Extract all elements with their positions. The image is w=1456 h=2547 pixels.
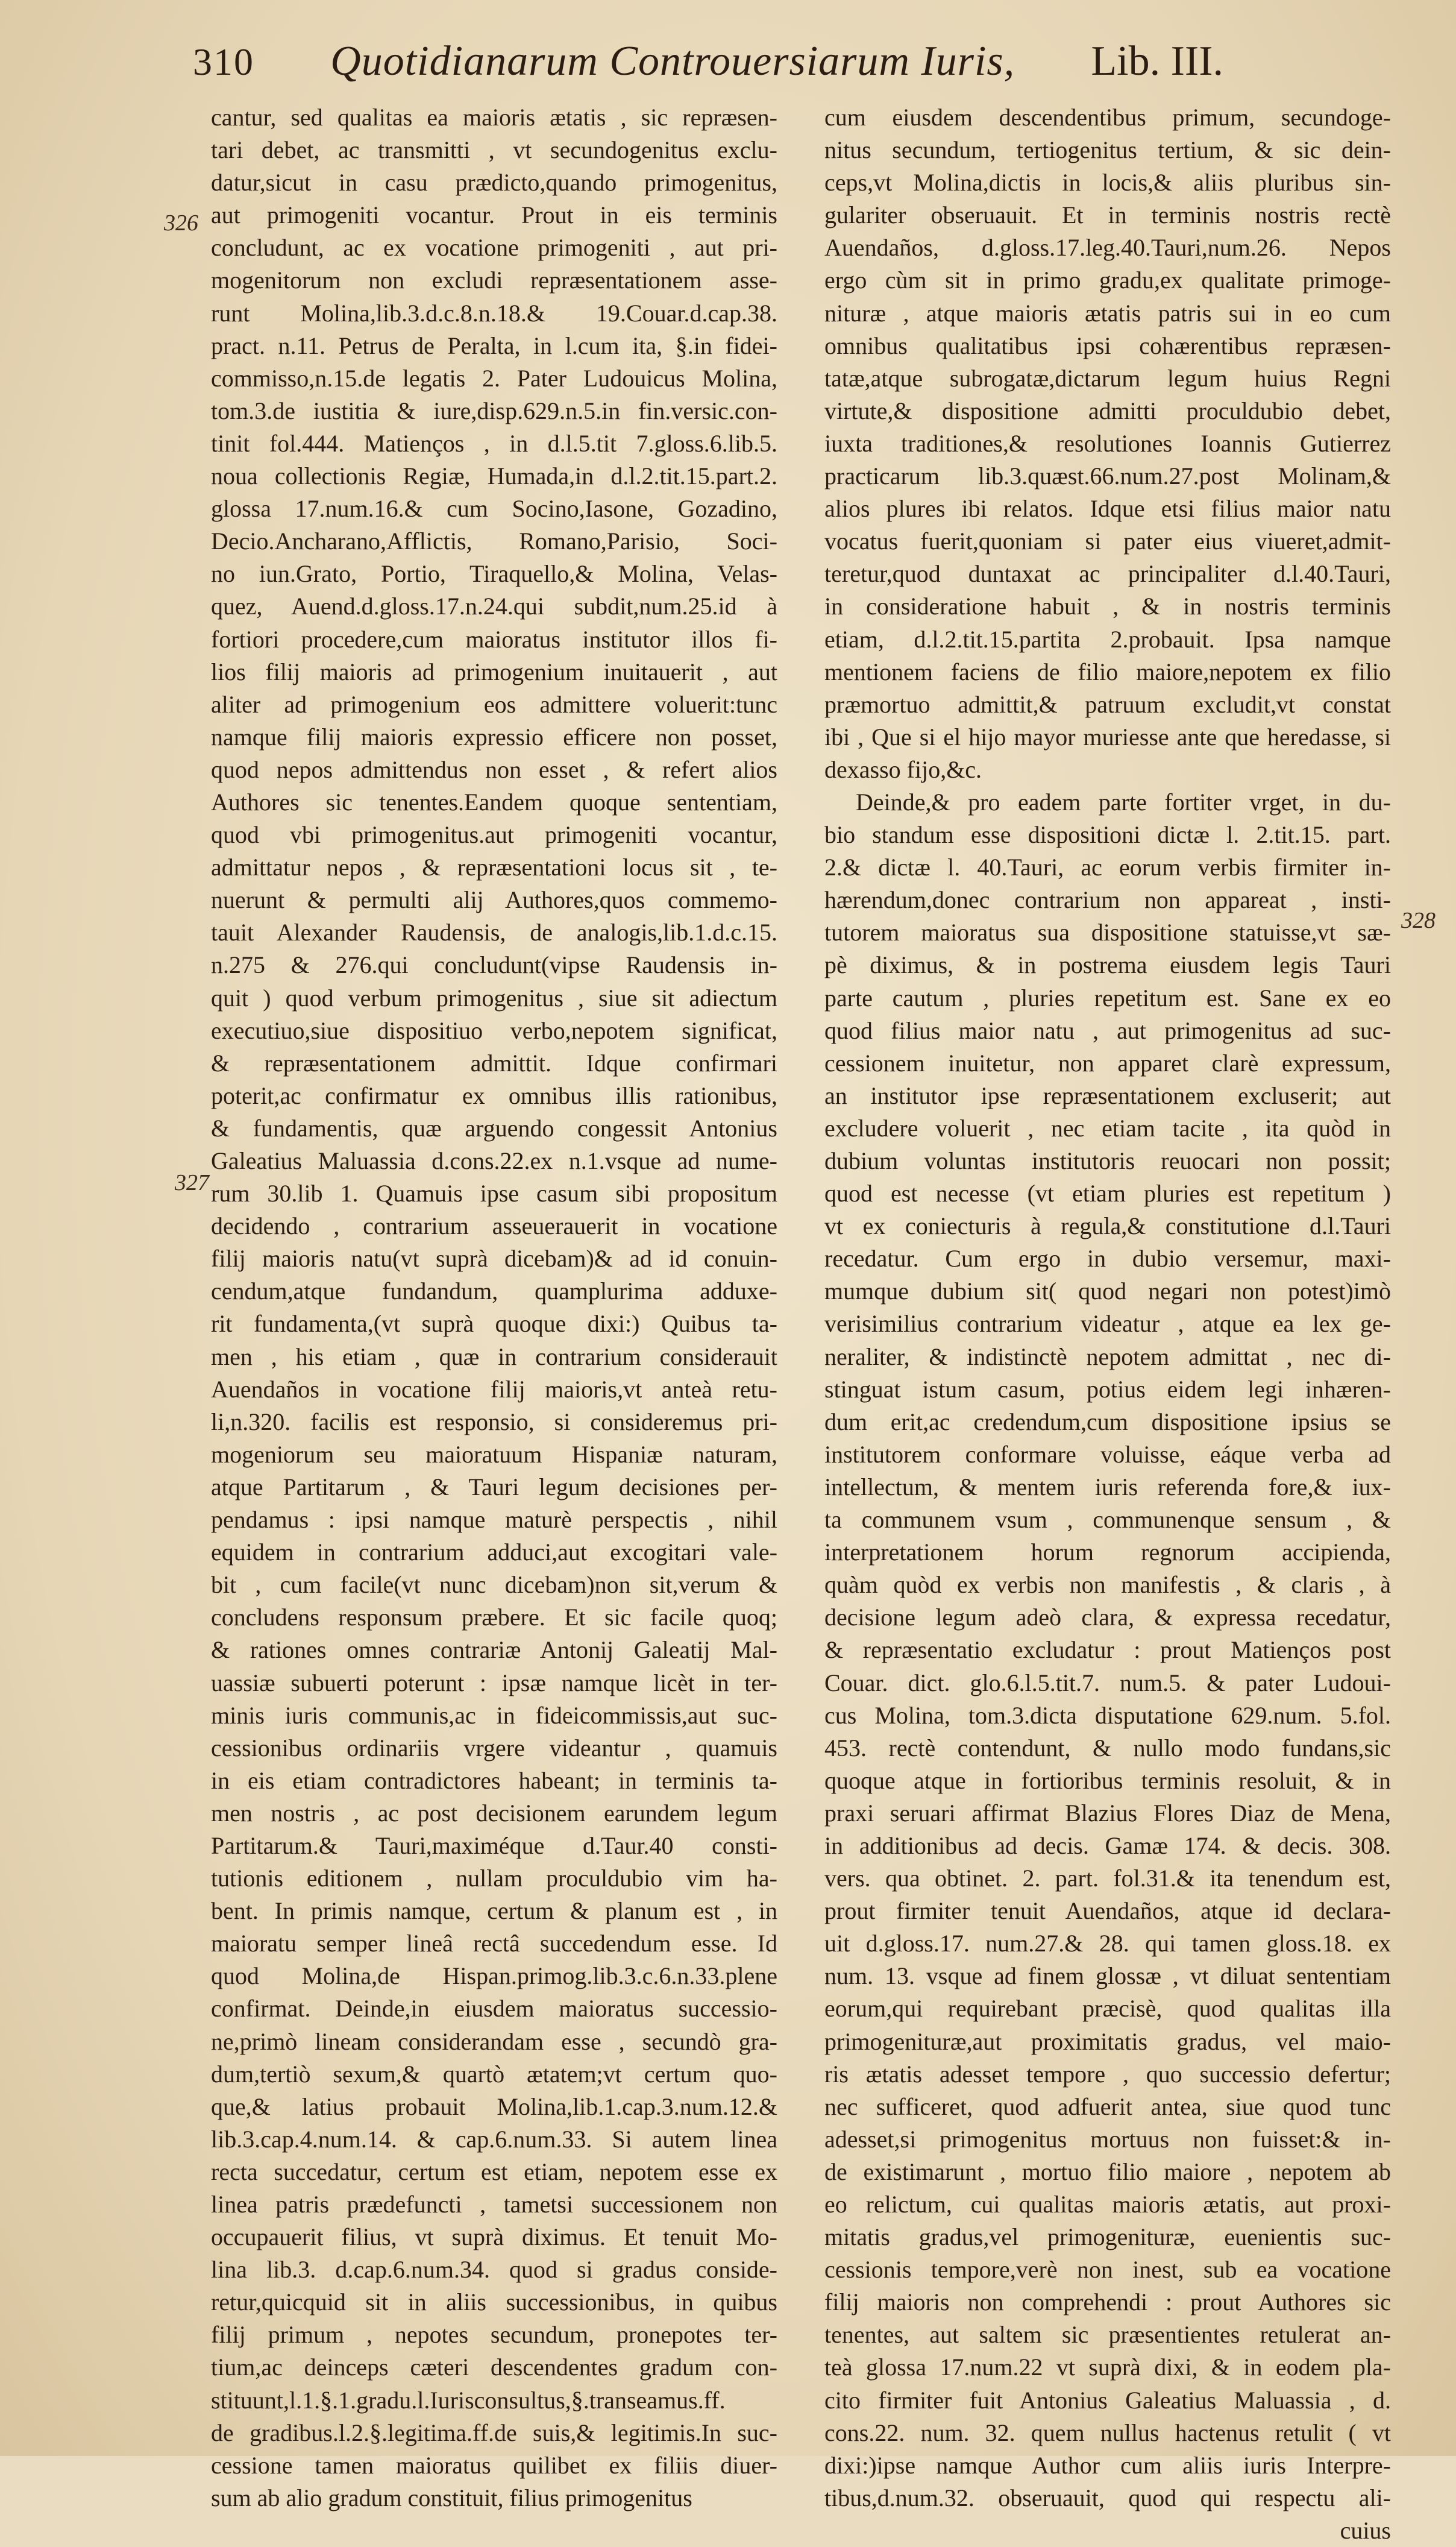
text-line: minis iuris communis,ac in fideicommissis,aut suc-: [211, 1701, 777, 1729]
text-line: de gradibus.l.2.§.legitima.ff.de suis,& legitimis.In suc-: [211, 2419, 777, 2446]
text-line: tium,ac deinceps cæteri descendentes gradum con-: [211, 2353, 777, 2381]
text-line: dubium voluntas institutoris reuocari non possit;: [824, 1147, 1391, 1174]
text-line: pendamus : ipsi namque maturè perspectis , nihil: [211, 1506, 777, 1534]
text-line: dum erit,ac credendum,cum dispositione ipsius se: [824, 1408, 1391, 1435]
text-line: ta communem vsum , communenque sensum , &: [824, 1506, 1391, 1534]
text-line: quod nepos admittendus non esset , & refert alios: [211, 755, 777, 783]
text-line: neraliter, & indistinctè nepotem admittat , nec di-: [824, 1343, 1391, 1370]
text-line: stituunt,l.1.§.1.gradu.l.Iurisconsultus,§.transeamus.ff.: [211, 2386, 726, 2414]
text-line: practicarum lib.3.quæst.66.num.27.post Molinam,&: [824, 462, 1391, 490]
text-line: no iun.Grato, Portio, Tiraquello,& Molina, Velas-: [211, 560, 777, 588]
text-line: decisione legum adeò clara, & expressa recedatur,: [824, 1604, 1391, 1631]
text-line: quod est necesse (vt etiam pluries est repetitum ): [824, 1180, 1391, 1207]
margin-note-327: 327: [175, 1170, 209, 1195]
margin-note-326: 326: [164, 210, 198, 236]
text-line: dum,tertiò sexum,& quartò ætatem;vt certum quo-: [211, 2060, 777, 2088]
text-line: commisso,n.15.de legatis 2. Pater Ludouicus Molina,: [211, 364, 777, 392]
text-line: cuius: [1340, 2516, 1391, 2544]
text-line: Galeatius Maluassia d.cons.22.ex n.1.vsque ad nume-: [211, 1147, 777, 1174]
text-line: mitatis gradus,vel primogenituræ, euenientis suc-: [824, 2223, 1391, 2251]
text-line: de existimarunt , mortuo filio maiore , nepotem ab: [824, 2158, 1391, 2185]
text-line: interpretationem horum regnorum accipienda,: [824, 1538, 1391, 1566]
text-line: concludens responsum præbere. Et sic facile quoq;: [211, 1604, 777, 1631]
text-line: cum eiusdem descendentibus primum, secundoge-: [824, 104, 1391, 131]
text-line: vt ex coniecturis à regula,& constitutione d.l.Tauri: [824, 1212, 1391, 1240]
text-line: præmortuo admittit,& patruum excludit,vt constat: [824, 690, 1391, 718]
text-line: cito firmiter fuit Antonius Galeatius Maluassia , d.: [824, 2386, 1391, 2414]
text-line: lios filij maioris ad primogenium inuitauerit , aut: [211, 658, 777, 685]
text-line: atque Partitarum , & Tauri legum decisiones per-: [211, 1473, 777, 1500]
text-line: tom.3.de iustitia & iure,disp.629.n.5.in fin.versic.con-: [211, 397, 777, 424]
text-line: ibi , Que si el hijo mayor muriesse ante que heredasse, si: [824, 723, 1391, 751]
text-line: concludunt, ac ex vocatione primogeniti , aut pri-: [211, 234, 777, 262]
text-line: & repræsentationem admittit. Idque confirmari: [211, 1049, 777, 1077]
text-line: nec sufficeret, quod adfuerit antea, siue quod tunc: [824, 2092, 1391, 2120]
text-line: eo relictum, cui qualitas maioris ætatis, aut proxi-: [824, 2191, 1391, 2218]
text-line: rit fundamenta,(vt suprà quoque dixi:) Quibus ta-: [211, 1310, 777, 1338]
text-line: ne,primò lineam considerandam esse , secundò gra-: [211, 2027, 777, 2055]
text-line: quod Molina,de Hispan.primog.lib.3.c.6.n.33.plene: [211, 1962, 777, 1990]
text-line: nituræ , atque maioris ætatis patris sui in eo cum: [824, 299, 1391, 327]
text-line: quod filius maior natu , aut primogenitus ad suc-: [824, 1016, 1391, 1044]
text-line: Auendaños, d.gloss.17.leg.40.Tauri,num.26. Nepos: [824, 234, 1391, 262]
text-line: gulariter obseruauit. Et in terminis nostris rectè: [824, 201, 1391, 229]
text-line: ceps,vt Molina,dictis in locis,& aliis pluribus sin-: [824, 169, 1391, 197]
right-column: [824, 101, 1391, 2547]
text-line: rum 30.lib 1. Quamuis ipse casum sibi propositum: [211, 1180, 777, 1207]
text-line: quod vbi primogenitus.aut primogeniti vocantur,: [211, 821, 777, 849]
text-line: confirmat. Deinde,in eiusdem maioratus successio-: [211, 1995, 777, 2023]
text-line: ris ætatis adesset tempore , quo successio defertur;: [824, 2060, 1391, 2088]
text-line: que,& latius probauit Molina,lib.1.cap.3.num.12.&: [211, 2092, 777, 2120]
text-line: parte cautum , pluries repetitum est. Sane ex eo: [824, 984, 1391, 1012]
text-line: in additionibus ad decis. Gamæ 174. & decis. 308.: [824, 1831, 1391, 1859]
text-line: retur,quicquid sit in aliis successionibus, in quibus: [211, 2288, 777, 2316]
text-line: linea patris prædefuncti , tametsi successionem non: [211, 2191, 777, 2218]
text-line: hærendum,donec contrarium non appareat , insti-: [824, 886, 1391, 914]
text-line: recta succedatur, certum est etiam, nepotem esse ex: [211, 2158, 777, 2185]
text-line: namque filij maioris expressio efficere non posset,: [211, 723, 777, 751]
text-line: Decio.Ancharano,Afflictis, Romano,Parisio, Soci-: [211, 527, 777, 555]
text-line: tibus,d.num.32. obseruauit, quod qui respectu ali-: [824, 2484, 1391, 2511]
text-line: cus Molina, tom.3.dicta disputatione 629.num. 5.fol.: [824, 1701, 1391, 1729]
text-line: tauit Alexander Raudensis, de analogis,lib.1.d.c.15.: [211, 919, 777, 946]
text-line: teà glossa 17.num.22 vt suprà dixi, & in eodem pla-: [824, 2353, 1391, 2381]
text-line: & fundamentis, quæ arguendo congessit Antonius: [211, 1114, 777, 1142]
text-line: eorum,qui requirebant præcisè, quod qualitas illa: [824, 1995, 1391, 2023]
text-line: quoque atque in fortioribus terminis resoluit, & in: [824, 1766, 1391, 1794]
text-line: datur,sicut in casu prædicto,quando primogenitus,: [211, 169, 777, 197]
text-line: adesset,si primogenitus mortuus non fuisset:& in-: [824, 2125, 1391, 2153]
text-line: stinguat istum casum, potius eidem legi inhæren-: [824, 1375, 1391, 1403]
text-line: omnibus qualitatibus ipsi cohærentibus repræsen-: [824, 332, 1391, 359]
text-line: & repræsentatio excludatur : prout Matienços post: [824, 1636, 1391, 1664]
text-line: excludere voluerit , nec etiam tacite , ita quòd in: [824, 1114, 1391, 1142]
text-line: li,n.320. facilis est responsio, si consideremus pri-: [211, 1408, 777, 1435]
text-line: alios plures ibi relatos. Idque etsi filius maior natu: [824, 495, 1391, 523]
text-line: equidem in contrarium adduci,aut excogitari vale-: [211, 1538, 777, 1566]
text-line: pè diximus, & in postrema eiusdem legis Tauri: [824, 951, 1391, 979]
text-line: mumque dubium sit( quod negari non potest)imò: [824, 1277, 1391, 1305]
text-line: poterit,ac confirmatur ex omnibus illis rationibus,: [211, 1081, 777, 1109]
text-line: runt Molina,lib.3.d.c.8.n.18.& 19.Couar.d.cap.38.: [211, 299, 777, 327]
text-line: in eis etiam contradictores habeant; in terminis ta-: [211, 1766, 777, 1794]
text-line: glossa 17.num.16.& cum Socino,Iasone, Gozadino,: [211, 495, 777, 523]
text-line: Partitarum.& Tauri,maximéque d.Taur.40 consti-: [211, 1831, 777, 1859]
text-line: Deinde,& pro eadem parte fortiter vrget, in du-: [856, 788, 1391, 816]
text-line: tutorem maioratus sua dispositione statuisse,vt sæ-: [824, 919, 1391, 946]
text-line: nitus secundum, tertiogenitus tertium, & sic dein-: [824, 136, 1391, 164]
text-line: cessionem inuitetur, non apparet clarè expressum,: [824, 1049, 1391, 1077]
text-line: decidendo , contrarium asseuerauerit in vocatione: [211, 1212, 777, 1240]
text-line: tenentes, aut saltem sic præsentientes retulerat an-: [824, 2321, 1391, 2349]
text-line: filij primum , nepotes secundum, pronepotes ter-: [211, 2321, 777, 2349]
text-line: mentionem faciens de filio maiore,nepotem ex filio: [824, 658, 1391, 685]
text-line: cessionis tempore,verè non inest, sub ea vocatione: [824, 2256, 1391, 2284]
text-line: Authores sic tenentes.Eandem quoque sententiam,: [211, 788, 777, 816]
text-line: tatæ,atque subrogatæ,dictarum legum huius Regni: [824, 364, 1391, 392]
text-line: n.275 & 276.qui concludunt(vipse Raudensis in-: [211, 951, 777, 979]
text-line: cessionibus ordinariis vrgere videantur , quamuis: [211, 1734, 777, 1761]
text-line: tinit fol.444. Matienços , in d.l.5.tit 7.gloss.6.lib.5.: [211, 429, 777, 457]
text-line: mogeniorum seu maioratuum Hispaniæ naturam,: [211, 1440, 777, 1468]
book-number: Lib. III.: [1091, 38, 1223, 84]
text-line: quàm quòd ex verbis non manifestis , & claris , à: [824, 1571, 1391, 1599]
running-title: Quotidianarum Controuersiarum Iuris,: [330, 38, 1015, 84]
text-line: uit d.gloss.17. num.27.& 28. qui tamen gloss.18. ex: [824, 1930, 1391, 1957]
text-line: 453. rectè contendunt, & nullo modo fundans,sic: [824, 1734, 1391, 1761]
text-line: & rationes omnes contrariæ Antonij Galeatij Mal-: [211, 1636, 777, 1664]
text-line: tutionis editionem , nullam proculdubio vim ha-: [211, 1865, 777, 1892]
text-line: primogenituræ,aut proximitatis gradus, vel maio-: [824, 2027, 1391, 2055]
text-line: dixi:)ipse namque Author cum aliis iuris Interpre-: [824, 2451, 1391, 2479]
text-line: quez, Auend.d.gloss.17.n.24.qui subdit,num.25.id à: [211, 593, 777, 620]
text-line: teretur,quod duntaxat ac principaliter d.l.40.Tauri,: [824, 560, 1391, 588]
left-column: [211, 101, 777, 2514]
text-line: dexasso fijo,&c.: [824, 755, 982, 783]
text-line: maioratu semper lineâ rectâ succedendum esse. Id: [211, 1930, 777, 1957]
text-line: vers. qua obtinet. 2. part. fol.31.& ita tenendum est,: [824, 1865, 1391, 1892]
text-line: an institutor ipse repræsentationem excluserit; aut: [824, 1081, 1391, 1109]
text-line: 2.& dictæ l. 40.Tauri, ac eorum verbis firmiter in-: [824, 854, 1391, 881]
text-line: intellectum, & mentem iuris referenda fore,& iux-: [824, 1473, 1391, 1500]
text-line: vocatus fuerit,quoniam si pater eius viueret,admit-: [824, 527, 1391, 555]
text-line: men , his etiam , quæ in contrarium considerauit: [211, 1343, 777, 1370]
text-line: Couar. dict. glo.6.l.5.tit.7. num.5. & pater Ludoui-: [824, 1669, 1391, 1696]
text-line: virtute,& dispositione admitti proculdubio debet,: [824, 397, 1391, 424]
text-line: cons.22. num. 32. quem nullus hactenus retulit ( vt: [824, 2419, 1391, 2446]
text-line: fortiori procedere,cum maioratus institutor illos fi-: [211, 625, 777, 653]
text-line: filij maioris natu(vt suprà dicebam)& ad id conuin-: [211, 1245, 777, 1273]
text-line: uassiæ subuerti poterunt : ipsæ namque licèt in ter-: [211, 1669, 777, 1696]
text-line: cessione tamen maioratus quilibet ex filiis diuer-: [211, 2451, 777, 2479]
text-line: executiuo,siue dispositiuo verbo,nepotem significat,: [211, 1016, 777, 1044]
text-line: aliter ad primogenium eos admittere voluerit:tunc: [211, 690, 777, 718]
text-line: noua collectionis Regiæ, Humada,in d.l.2.tit.15.part.2.: [211, 462, 777, 490]
text-line: verisimilius contrarium videatur , atque ea lex ge-: [824, 1310, 1391, 1338]
text-line: lina lib.3. d.cap.6.num.34. quod si gradus conside-: [211, 2256, 777, 2284]
text-line: institutorem conformare voluisse, eáque verba ad: [824, 1440, 1391, 1468]
text-line: quit ) quod verbum primogenitus , siue sit adiectum: [211, 984, 777, 1012]
text-line: filij maioris non comprehendi : prout Authores sic: [824, 2288, 1391, 2316]
text-line: cantur, sed qualitas ea maioris ætatis , sic repræsen-: [211, 104, 777, 131]
text-line: bio standum esse dispositioni dictæ l. 2.tit.15. part.: [824, 821, 1391, 849]
text-line: prout firmiter tenuit Auendaños, atque id declara-: [824, 1897, 1391, 1925]
text-line: nuerunt & permulti alij Authores,quos commemo-: [211, 886, 777, 914]
text-line: men nostris , ac post decisionem earundem legum: [211, 1799, 777, 1827]
text-line: Auendaños in vocatione filij maioris,vt anteà retu-: [211, 1375, 777, 1403]
text-line: mogenitorum non excludi repræsentationem asse-: [211, 266, 777, 294]
text-line: tari debet, ac transmitti , vt secundogenitus exclu-: [211, 136, 777, 164]
margin-note-328: 328: [1401, 908, 1436, 933]
text-line: cendum,atque fundandum, quamplurima adduxe-: [211, 1277, 777, 1305]
text-line: occupauerit filius, vt suprà diximus. Et tenuit Mo-: [211, 2223, 777, 2251]
text-line: aut primogeniti vocantur. Prout in eis terminis: [211, 201, 777, 229]
text-line: ergo cùm sit in primo gradu,ex qualitate primoge-: [824, 266, 1391, 294]
text-line: num. 13. vsque ad finem glossæ , vt diluat sententiam: [824, 1962, 1391, 1990]
text-line: bent. In primis namque, certum & planum est , in: [211, 1897, 777, 1925]
text-line: etiam, d.l.2.tit.15.partita 2.probauit. Ipsa namque: [824, 625, 1391, 653]
text-line: recedatur. Cum ergo in dubio versemur, maxi-: [824, 1245, 1391, 1273]
text-line: bit , cum facile(vt nunc dicebam)non sit,verum &: [211, 1571, 777, 1599]
text-line: praxi seruari affirmat Blazius Flores Diaz de Mena,: [824, 1799, 1391, 1827]
text-line: sum ab alio gradum constituit, filius primogenitus: [211, 2484, 692, 2511]
text-line: admittatur nepos , & repræsentationi locus sit , te-: [211, 854, 777, 881]
text-line: pract. n.11. Petrus de Peralta, in l.cum ita, §.in fidei-: [211, 332, 777, 359]
text-line: in consideratione habuit , & in nostris terminis: [824, 593, 1391, 620]
text-line: lib.3.cap.4.num.14. & cap.6.num.33. Si autem linea: [211, 2125, 777, 2153]
text-line: iuxta traditiones,& resolutiones Ioannis Gutierrez: [824, 429, 1391, 457]
page-number: 310: [193, 40, 254, 83]
